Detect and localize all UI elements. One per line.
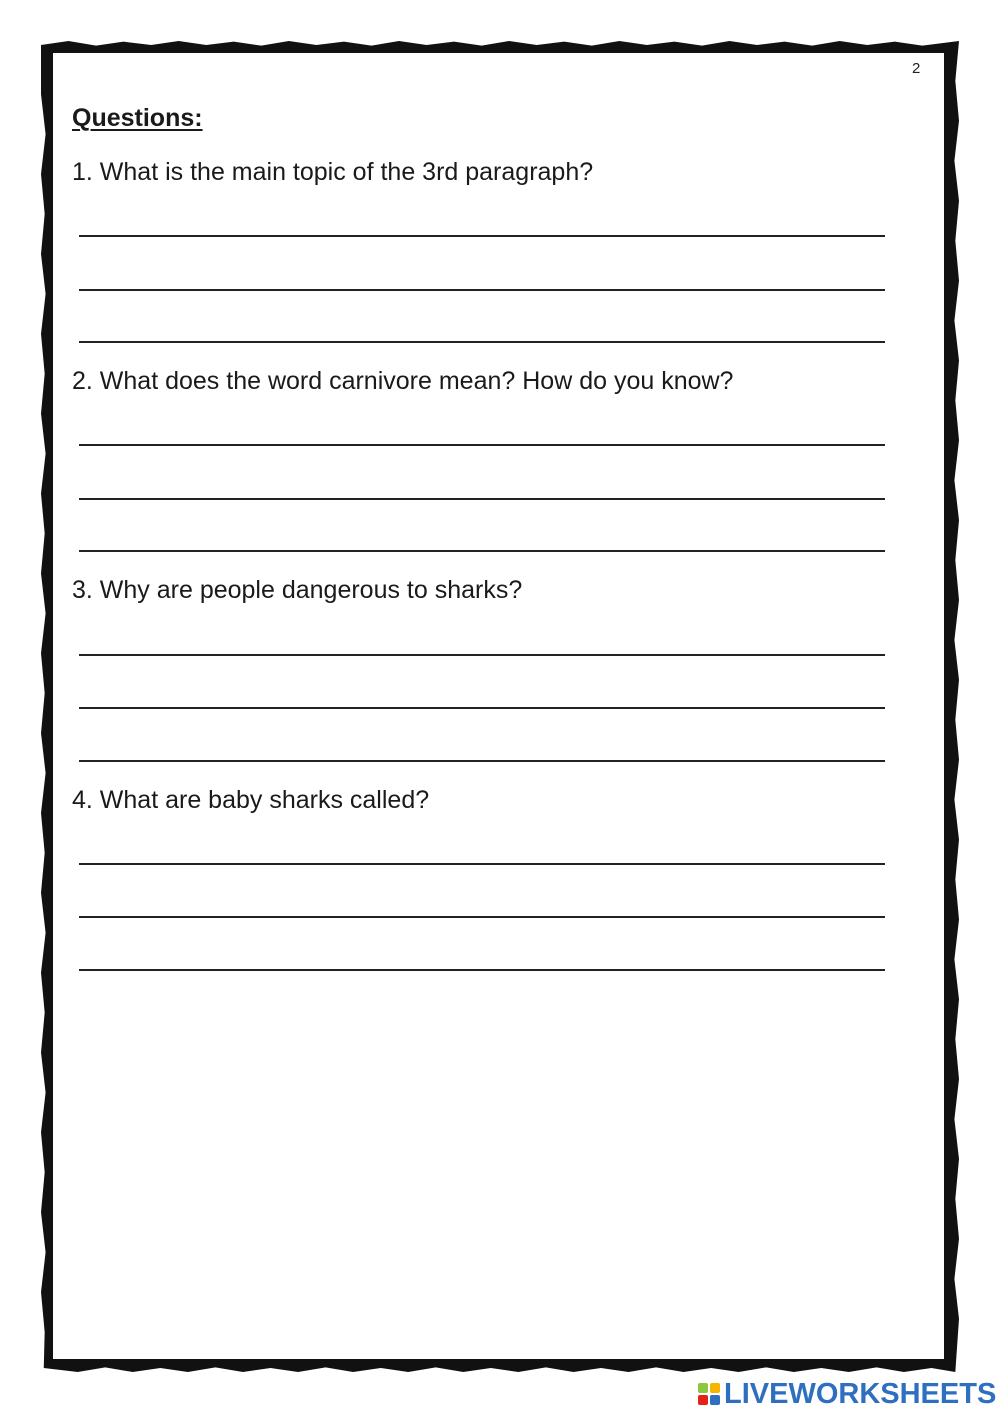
liveworksheets-brand[interactable] <box>698 1377 996 1411</box>
question-1: 1. What is the main topic of the 3rd paragraph? <box>72 158 594 186</box>
logo-square-yellow <box>710 1383 720 1393</box>
answer-line-1a[interactable] <box>79 235 885 237</box>
questions-heading: Questions: <box>72 104 203 132</box>
answer-line-1b[interactable] <box>79 289 885 291</box>
answer-line-4c[interactable] <box>79 969 885 971</box>
answer-line-2a[interactable] <box>79 444 885 446</box>
logo-square-blue <box>710 1395 720 1405</box>
question-3: 3. Why are people dangerous to sharks? <box>72 576 523 604</box>
question-2: 2. What does the word carnivore mean? How do you know? <box>72 367 734 395</box>
answer-line-3c[interactable] <box>79 760 885 762</box>
answer-line-4b[interactable] <box>79 916 885 918</box>
worksheet-page <box>53 53 944 1359</box>
answer-line-4a[interactable] <box>79 863 885 865</box>
answer-line-2b[interactable] <box>79 498 885 500</box>
answer-line-3a[interactable] <box>79 654 885 656</box>
answer-line-2c[interactable] <box>79 550 885 552</box>
answer-line-3b[interactable] <box>79 707 885 709</box>
logo-square-green <box>698 1383 708 1393</box>
brand-name: LIVEWORKSHEETS <box>724 1377 997 1410</box>
question-4: 4. What are baby sharks called? <box>72 786 430 814</box>
answer-line-1c[interactable] <box>79 341 885 343</box>
liveworksheets-logo-icon <box>698 1383 720 1405</box>
page-number: 2 <box>912 60 921 77</box>
logo-square-red <box>698 1395 708 1405</box>
